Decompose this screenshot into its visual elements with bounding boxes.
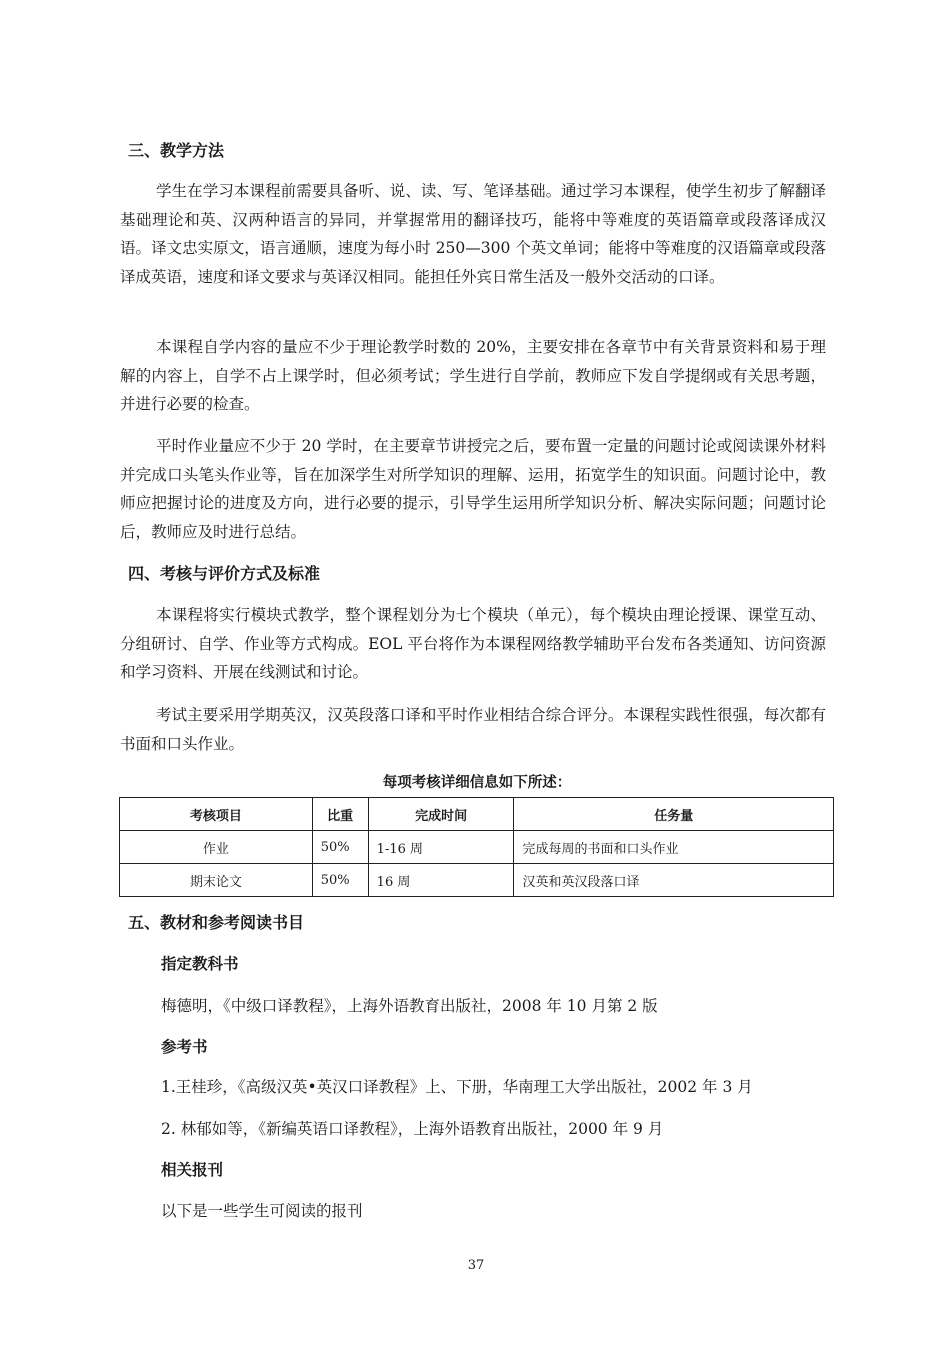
section-3-paragraph-2: 本课程自学内容的量应不少于理论教学时数的 20%，主要安排在各章节中有关背景资料和易于理解的内容上，自学不占上课学时，但必须考试；学生进行自学前，教师应下发自学提纲或有关思考题，并进行必要的检查。 <box>120 338 826 413</box>
table-cell: 50% <box>312 831 368 864</box>
journals-heading: 相关报刊 <box>161 1161 224 1179</box>
section-4-paragraph-2: 考试主要采用学期英汉，汉英段落口译和平时作业相结合综合评分。本课程实践性很强，每次都有书面和口头作业。 <box>120 706 826 753</box>
table-cell: 50% <box>312 864 368 897</box>
textbook-heading: 指定教科书 <box>161 955 239 973</box>
table-header-row <box>120 798 834 831</box>
table-header-cell: 考核项目 <box>120 798 313 831</box>
table-header-cell: 比重 <box>312 798 368 831</box>
section-3-heading: 三、教学方法 <box>128 141 225 160</box>
table-cell: 作业 <box>120 831 313 864</box>
table-row <box>120 864 834 897</box>
section-5-heading: 五、教材和参考阅读书目 <box>128 913 305 932</box>
table-cell: 1-16 周 <box>368 831 514 864</box>
page-number: 37 <box>467 1258 485 1273</box>
table-header-cell: 任务量 <box>514 798 834 831</box>
section-4-paragraph-1: 本课程将实行模块式教学，整个课程划分为七个模块（单元），每个模块由理论授课、课堂互动、分组研讨、自学、作业等方式构成。EOL 平台将作为本课程网络教学辅助平台发布各类通知、访问资源和学习资料、开展在线测试和讨论。 <box>120 606 826 681</box>
table-header-cell: 完成时间 <box>368 798 514 831</box>
table-cell: 期末论文 <box>120 864 313 897</box>
table-caption: 每项考核详细信息如下所述： <box>382 775 572 791</box>
reference-entry-2: 2. 林郁如等，《新编英语口译教程》，上海外语教育出版社，2000 年 9 月 <box>161 1120 664 1138</box>
section-3-paragraph-1: 学生在学习本课程前需要具备听、说、读、写、笔译基础。通过学习本课程，使学生初步了解翻译基础理论和英、汉两种语言的异同，并掌握常用的翻译技巧，能将中等难度的英语篇章或段落译成汉语。译文忠实原文，语言通顺，速度为每小时 250—300 个英文单词；能将中等难度的汉语篇章或段落译成英语，速度和译文要求与英译汉相同。能担任外宾日常生活及一般外交活动的口译。 <box>120 182 826 286</box>
table-cell: 汉英和英汉段落口译 <box>514 864 834 897</box>
journals-text: 以下是一些学生可阅读的报刊 <box>161 1202 363 1220</box>
assessment-table <box>119 797 834 897</box>
section-3-paragraph-3: 平时作业量应不少于 20 学时，在主要章节讲授完之后，要布置一定量的问题讨论或阅读课外材料并完成口头笔头作业等，旨在加深学生对所学知识的理解、运用，拓宽学生的知识面。问题讨论中，教师应把握讨论的进度及方向，进行必要的提示，引导学生运用所学知识分析、解决实际问题；问题讨论后，教师应及时进行总结。 <box>120 437 826 541</box>
reference-entry-1: 1.王桂珍，《高级汉英•英汉口译教程》上、下册，华南理工大学出版社，2002 年 3 月 <box>161 1078 753 1096</box>
table-row <box>120 831 834 864</box>
table-cell: 完成每周的书面和口头作业 <box>514 831 834 864</box>
reference-heading: 参考书 <box>161 1038 208 1056</box>
textbook-entry: 梅德明，《中级口译教程》，上海外语教育出版社，2008 年 10 月第 2 版 <box>161 997 658 1015</box>
section-4-heading: 四、考核与评价方式及标准 <box>128 564 321 583</box>
table-cell: 16 周 <box>368 864 514 897</box>
